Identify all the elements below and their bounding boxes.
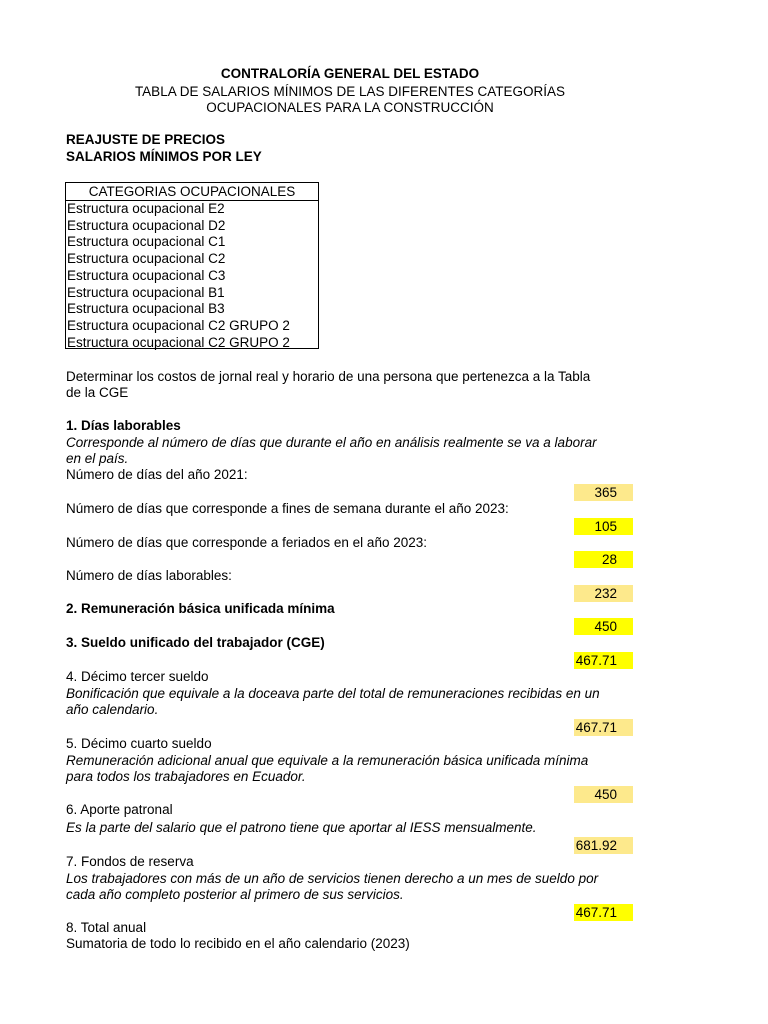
decimo-cuarto-value: 450 bbox=[574, 786, 633, 803]
aporte-title: 6. Aporte patronal bbox=[66, 802, 173, 817]
total-title: 8. Total anual bbox=[66, 920, 147, 935]
document-title: CONTRALORÍA GENERAL DEL ESTADO bbox=[220, 66, 480, 81]
sueldo-title: 3. Sueldo unificado del trabajador (CGE) bbox=[66, 635, 325, 650]
document-subtitle-line2: OCUPACIONALES PARA LA CONSTRUCCIÓN bbox=[206, 100, 494, 115]
aporte-desc-line1: Es la parte del salario que el patrono tiene que aportar al IESS mensualmente. bbox=[66, 820, 537, 835]
dias-work-value: 232 bbox=[574, 585, 633, 602]
fondos-desc-line2: cada año completo posterior al primero de sus servicios. bbox=[66, 887, 404, 902]
section-heading-reajuste: REAJUSTE DE PRECIOS bbox=[66, 132, 226, 147]
categories-table bbox=[65, 182, 319, 349]
decimo-cuarto-title: 5. Décimo cuarto sueldo bbox=[66, 736, 212, 751]
dias-weekend-label: Número de días que corresponde a fines de semana durante el año 2023: bbox=[66, 501, 509, 516]
dias-work-label: Número de días laborables: bbox=[66, 568, 232, 583]
dias-laborables-title: 1. Días laborables bbox=[66, 418, 181, 433]
decimo-tercero-value: 467.71 bbox=[574, 719, 633, 736]
fondos-desc-line1: Los trabajadores con más de un año de servicios tienen derecho a un mes de sueldo por bbox=[66, 871, 599, 886]
section-heading-salarios: SALARIOS MÍNIMOS POR LEY bbox=[66, 149, 262, 164]
decimo-cuarto-desc-line2: para todos los trabajadores en Ecuador. bbox=[66, 769, 306, 784]
document-subtitle-line1: TABLA DE SALARIOS MÍNIMOS DE LAS DIFERENTES CATEGORÍAS bbox=[134, 84, 566, 99]
decimo-tercero-desc-line2: año calendario. bbox=[66, 702, 159, 717]
dias-laborables-desc-line1: Corresponde al número de días que durante el año en análisis realmente se va a laborar bbox=[66, 435, 597, 450]
total-desc-line1: Sumatoria de todo lo recibido en el año calendario (2023) bbox=[66, 936, 410, 951]
rbu-title: 2. Remuneración básica unificada mínima bbox=[66, 601, 335, 616]
dias-year-value: 365 bbox=[574, 484, 633, 501]
category-item: Estructura ocupacional B3 bbox=[67, 301, 225, 317]
rbu-value: 450 bbox=[574, 618, 633, 635]
decimo-cuarto-desc-line1: Remuneración adicional anual que equivale a la remuneración básica unificada mínima bbox=[66, 753, 589, 768]
intro-text-line2: de la CGE bbox=[66, 385, 129, 400]
categories-table-header: CATEGORIAS OCUPACIONALES bbox=[66, 183, 318, 201]
dias-laborables-desc-line2: en el país. bbox=[66, 451, 129, 466]
fondos-title: 7. Fondos de reserva bbox=[66, 854, 194, 869]
category-item: Estructura ocupacional C2 bbox=[67, 251, 226, 267]
fondos-value: 467.71 bbox=[574, 904, 633, 921]
category-item: Estructura ocupacional C3 bbox=[67, 267, 226, 283]
category-item: Estructura ocupacional B1 bbox=[67, 284, 225, 300]
dias-holiday-label: Número de días que corresponde a feriados en el año 2023: bbox=[66, 535, 427, 550]
dias-weekend-value: 105 bbox=[574, 518, 633, 535]
dias-holiday-value: 28 bbox=[574, 551, 633, 568]
category-item: Estructura ocupacional D2 bbox=[67, 217, 226, 233]
intro-text-line1: Determinar los costos de jornal real y horario de una persona que pertenezca a la Tabla bbox=[66, 369, 591, 384]
category-item: Estructura ocupacional C1 bbox=[67, 234, 226, 250]
category-item: Estructura ocupacional E2 bbox=[67, 201, 225, 216]
category-item: Estructura ocupacional C2 GRUPO 2 bbox=[67, 334, 290, 350]
dias-year-label: Número de días del año 2021: bbox=[66, 467, 248, 482]
sueldo-value: 467.71 bbox=[574, 652, 633, 669]
aporte-value: 681.92 bbox=[574, 837, 633, 854]
decimo-tercero-title: 4. Décimo tercer sueldo bbox=[66, 669, 209, 684]
category-item: Estructura ocupacional C2 GRUPO 2 bbox=[67, 317, 290, 333]
decimo-tercero-desc-line1: Bonificación que equivale a la doceava parte del total de remuneraciones recibidas en un bbox=[66, 686, 600, 701]
